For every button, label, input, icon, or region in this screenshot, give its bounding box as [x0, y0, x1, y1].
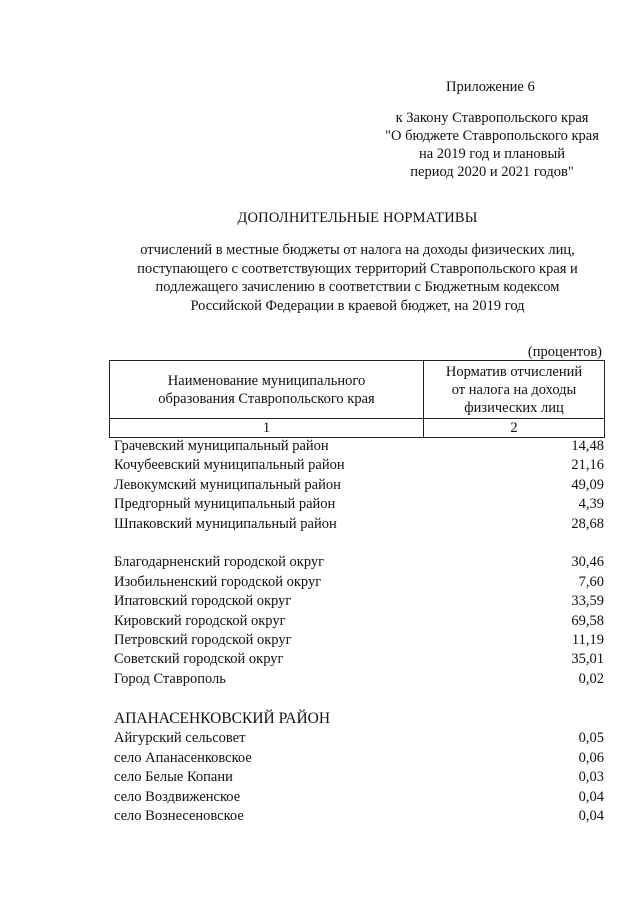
subtitle-line: Российской Федерации в краевой бюджет, на 2019 год	[190, 297, 525, 314]
header-text: от налога на доходы	[451, 381, 577, 398]
row-value: 30,46	[571, 554, 604, 571]
row-name: Кочубеевский муниципальный район	[114, 457, 345, 474]
row-name: село Белые Копани	[114, 769, 233, 786]
row-name: Грачевский муниципальный район	[114, 438, 329, 454]
row-name: Советский городской округ	[114, 651, 284, 668]
law-reference-line: на 2019 год и плановый	[418, 146, 566, 162]
row-value: 35,01	[571, 651, 604, 668]
row-value: 21,16	[571, 457, 604, 474]
header-text: физических лиц	[464, 399, 564, 416]
row-name: село Воздвиженское	[114, 788, 241, 805]
subtitle-line: отчислений в местные бюджеты от налога на доходы физических лиц,	[140, 242, 575, 258]
law-reference-line: "О бюджете Ставропольского края	[385, 128, 599, 144]
row-name: Город Ставрополь	[114, 670, 226, 687]
document-title: ДОПОЛНИТЕЛЬНЫЕ НОРМАТИВЫ	[237, 210, 478, 226]
row-name: Левокумский муниципальный район	[114, 476, 341, 493]
table-row	[114, 807, 604, 826]
header-text: образования Ставропольского края	[158, 390, 375, 407]
row-name: Изобильненский городской округ	[114, 573, 322, 590]
table-row	[114, 631, 604, 650]
table-row	[114, 476, 604, 495]
header-index-1: 1	[110, 419, 424, 438]
appendix-label: Приложение 6	[446, 79, 535, 95]
row-value: 33,59	[571, 593, 604, 610]
row-name: Шпаковский муниципальный район	[114, 515, 337, 532]
header-text: Наименование муниципального	[167, 372, 366, 389]
row-value: 0,06	[578, 749, 604, 766]
table-row	[114, 650, 604, 669]
table-row	[114, 592, 604, 611]
header-table	[109, 360, 605, 438]
row-value: 0,05	[578, 730, 604, 747]
row-value: 11,19	[571, 631, 604, 648]
row-name: Кировский городской округ	[114, 612, 286, 629]
row-name: Петровский городской округ	[114, 631, 292, 648]
row-value: 7,60	[578, 573, 604, 590]
row-name: село Апанасенковское	[114, 749, 252, 766]
row-value: 0,04	[578, 808, 604, 825]
subtitle-line: поступающего с соответствующих территорий Ставропольского края и	[137, 260, 578, 277]
header-cell-norm	[424, 361, 605, 419]
row-value: 0,03	[578, 769, 604, 786]
table-header	[109, 360, 605, 438]
row-name: Благодарненский городской округ	[114, 554, 325, 571]
table-body	[114, 437, 604, 826]
table-row	[114, 612, 604, 631]
header-cell-name	[110, 361, 424, 419]
table-row	[114, 553, 604, 572]
law-reference-line: к Закону Ставропольского края	[395, 110, 589, 126]
table-row	[114, 515, 604, 534]
law-reference-line: период 2020 и 2021 годов"	[410, 164, 574, 180]
header-row	[110, 361, 605, 419]
row-value: 28,68	[571, 515, 604, 532]
row-name: Айгурский сельсовет	[114, 730, 246, 747]
group-spacer	[114, 534, 604, 553]
group-spacer	[114, 689, 604, 708]
table-row	[114, 495, 604, 514]
document-subtitle	[100, 241, 615, 315]
row-name: Предгорный муниципальный район	[114, 496, 336, 513]
row-value: 0,04	[578, 788, 604, 805]
header-text: Норматив отчислений	[445, 363, 583, 380]
table-row	[114, 456, 604, 475]
table-row	[114, 749, 604, 768]
row-value: 4,39	[578, 496, 604, 513]
law-reference	[372, 109, 612, 181]
section-heading: АПАНАСЕНКОВСКИЙ РАЙОН	[114, 710, 331, 728]
header-index-row	[110, 419, 605, 438]
header-index-2: 2	[424, 419, 605, 438]
row-value: 69,58	[571, 612, 604, 629]
table-row	[114, 768, 604, 787]
subtitle-line: подлежащего зачислению в соответствии с Бюджетным кодексом	[155, 279, 560, 295]
row-value: 14,48	[571, 438, 604, 454]
table-row	[114, 788, 604, 807]
table-row	[114, 437, 604, 456]
table-row	[114, 573, 604, 592]
row-name: село Вознесеновское	[114, 808, 244, 825]
row-value: 49,09	[571, 476, 604, 493]
table-row	[114, 670, 604, 689]
row-name: Ипатовский городской округ	[114, 593, 292, 610]
units-label: (процентов)	[527, 344, 602, 360]
table-row	[114, 729, 604, 748]
row-value: 0,02	[578, 670, 604, 687]
